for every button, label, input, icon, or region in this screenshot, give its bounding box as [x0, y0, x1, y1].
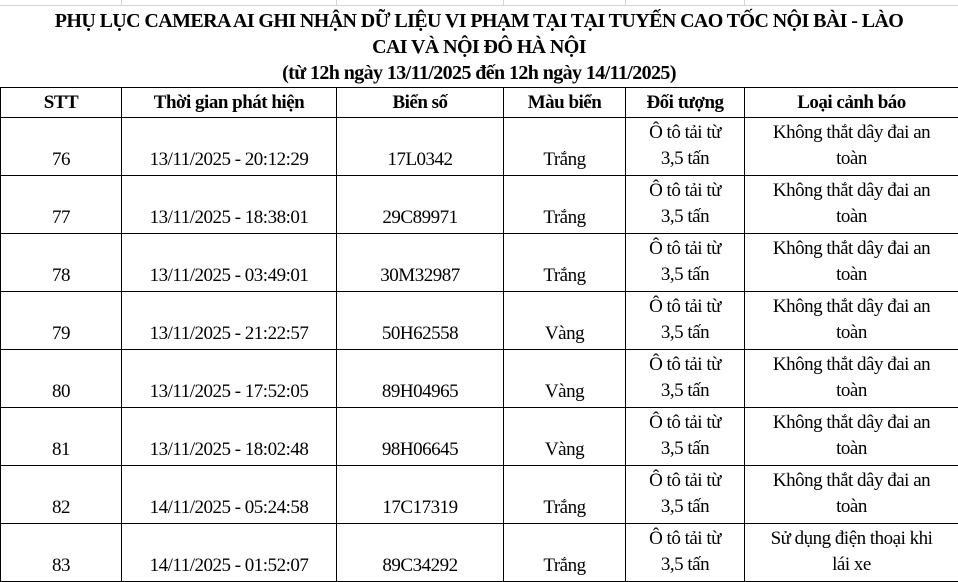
- document-title: [0, 8, 958, 86]
- title-line-2: CAI VÀ NỘI ĐÔ HÀ NỘI: [0, 34, 958, 60]
- cell-detection-time: 13/11/2025 - 17:52:05: [122, 350, 337, 408]
- cell-vehicle-type: [626, 408, 745, 466]
- cell-stt: 76: [1, 118, 122, 176]
- cell-stt: 80: [1, 350, 122, 408]
- cell-vehicle-type-line: Ô tô tải từ: [626, 526, 744, 552]
- cell-detection-time: 13/11/2025 - 03:49:01: [122, 234, 337, 292]
- cell-warning-type-line: toàn: [745, 320, 958, 346]
- column-header-plate: Biển số: [337, 88, 504, 118]
- cell-vehicle-type: [626, 466, 745, 524]
- title-date-range: (từ 12h ngày 13/11/2025 đến 12h ngày 14/11/2025): [0, 60, 958, 86]
- cell-detection-time: 13/11/2025 - 18:38:01: [122, 176, 337, 234]
- cell-vehicle-type-line: 3,5 tấn: [626, 378, 744, 404]
- cell-warning-type: [745, 466, 958, 524]
- cell-warning-type: [745, 118, 958, 176]
- cell-license-plate: 89C34292: [337, 524, 504, 582]
- cell-license-plate: 17C17319: [337, 466, 504, 524]
- cell-plate-color: Trắng: [504, 176, 626, 234]
- cell-license-plate: 89H04965: [337, 350, 504, 408]
- table-row: [1, 466, 958, 524]
- cell-plate-color: Trắng: [504, 118, 626, 176]
- cell-vehicle-type: [626, 234, 745, 292]
- title-line-1: PHỤ LỤC CAMERA AI GHI NHẬN DỮ LIỆU VI PHẠM TẠI TẠI TUYẾN CAO TỐC NỘI BÀI - LÀO: [0, 8, 958, 34]
- cell-vehicle-type-line: Ô tô tải từ: [626, 236, 744, 262]
- cell-warning-type-line: toàn: [745, 204, 958, 230]
- table-row: [1, 350, 958, 408]
- cell-warning-type-line: Không thắt dây đai an: [745, 120, 958, 146]
- spreadsheet-gridlines: [0, 0, 958, 6]
- cell-license-plate: 17L0342: [337, 118, 504, 176]
- cell-warning-type: [745, 350, 958, 408]
- cell-plate-color: Vàng: [504, 350, 626, 408]
- cell-vehicle-type-line: 3,5 tấn: [626, 146, 744, 172]
- column-header-stt: STT: [1, 88, 122, 118]
- cell-warning-type-line: Không thắt dây đai an: [745, 468, 958, 494]
- violations-table: [0, 87, 958, 582]
- cell-plate-color: Vàng: [504, 408, 626, 466]
- table-header-row: [1, 88, 958, 118]
- cell-warning-type: [745, 292, 958, 350]
- cell-detection-time: 14/11/2025 - 05:24:58: [122, 466, 337, 524]
- cell-detection-time: 13/11/2025 - 20:12:29: [122, 118, 337, 176]
- cell-plate-color: Trắng: [504, 524, 626, 582]
- cell-warning-type-line: toàn: [745, 378, 958, 404]
- cell-vehicle-type: [626, 350, 745, 408]
- cell-warning-type-line: toàn: [745, 436, 958, 462]
- cell-warning-type-line: lái xe: [745, 552, 958, 578]
- column-header-plate-color: Màu biển: [504, 88, 626, 118]
- cell-vehicle-type-line: 3,5 tấn: [626, 552, 744, 578]
- cell-vehicle-type-line: 3,5 tấn: [626, 436, 744, 462]
- cell-vehicle-type-line: 3,5 tấn: [626, 494, 744, 520]
- cell-license-plate: 30M32987: [337, 234, 504, 292]
- column-header-time: Thời gian phát hiện: [122, 88, 337, 118]
- cell-plate-color: Trắng: [504, 466, 626, 524]
- cell-vehicle-type: [626, 176, 745, 234]
- cell-stt: 78: [1, 234, 122, 292]
- table-row: [1, 176, 958, 234]
- table-row: [1, 524, 958, 582]
- cell-stt: 83: [1, 524, 122, 582]
- cell-plate-color: Vàng: [504, 292, 626, 350]
- cell-warning-type-line: toàn: [745, 494, 958, 520]
- cell-vehicle-type-line: Ô tô tải từ: [626, 352, 744, 378]
- table-row: [1, 118, 958, 176]
- cell-warning-type-line: Không thắt dây đai an: [745, 236, 958, 262]
- cell-license-plate: 29C89971: [337, 176, 504, 234]
- table-row: [1, 234, 958, 292]
- cell-warning-type: [745, 408, 958, 466]
- cell-vehicle-type-line: Ô tô tải từ: [626, 410, 744, 436]
- cell-vehicle-type-line: 3,5 tấn: [626, 262, 744, 288]
- cell-warning-type-line: Sử dụng điện thoại khi: [745, 526, 958, 552]
- cell-warning-type-line: Không thắt dây đai an: [745, 178, 958, 204]
- cell-plate-color: Trắng: [504, 234, 626, 292]
- cell-license-plate: 50H62558: [337, 292, 504, 350]
- cell-vehicle-type-line: 3,5 tấn: [626, 204, 744, 230]
- cell-warning-type-line: Không thắt dây đai an: [745, 294, 958, 320]
- cell-warning-type: [745, 176, 958, 234]
- cell-stt: 79: [1, 292, 122, 350]
- cell-vehicle-type: [626, 118, 745, 176]
- cell-stt: 77: [1, 176, 122, 234]
- cell-license-plate: 98H06645: [337, 408, 504, 466]
- cell-vehicle-type-line: Ô tô tải từ: [626, 120, 744, 146]
- cell-warning-type: [745, 524, 958, 582]
- cell-vehicle-type-line: Ô tô tải từ: [626, 178, 744, 204]
- cell-detection-time: 13/11/2025 - 21:22:57: [122, 292, 337, 350]
- cell-vehicle-type: [626, 524, 745, 582]
- column-header-vehicle-type: Đối tượng: [626, 88, 745, 118]
- cell-vehicle-type-line: 3,5 tấn: [626, 320, 744, 346]
- cell-warning-type-line: toàn: [745, 262, 958, 288]
- cell-detection-time: 14/11/2025 - 01:52:07: [122, 524, 337, 582]
- table-row: [1, 292, 958, 350]
- cell-warning-type-line: toàn: [745, 146, 958, 172]
- column-header-warning-type: Loại cảnh báo: [745, 88, 958, 118]
- cell-detection-time: 13/11/2025 - 18:02:48: [122, 408, 337, 466]
- cell-vehicle-type: [626, 292, 745, 350]
- cell-vehicle-type-line: Ô tô tải từ: [626, 468, 744, 494]
- cell-stt: 82: [1, 466, 122, 524]
- cell-warning-type-line: Không thắt dây đai an: [745, 352, 958, 378]
- cell-stt: 81: [1, 408, 122, 466]
- cell-warning-type-line: Không thắt dây đai an: [745, 410, 958, 436]
- table-row: [1, 408, 958, 466]
- cell-warning-type: [745, 234, 958, 292]
- cell-vehicle-type-line: Ô tô tải từ: [626, 294, 744, 320]
